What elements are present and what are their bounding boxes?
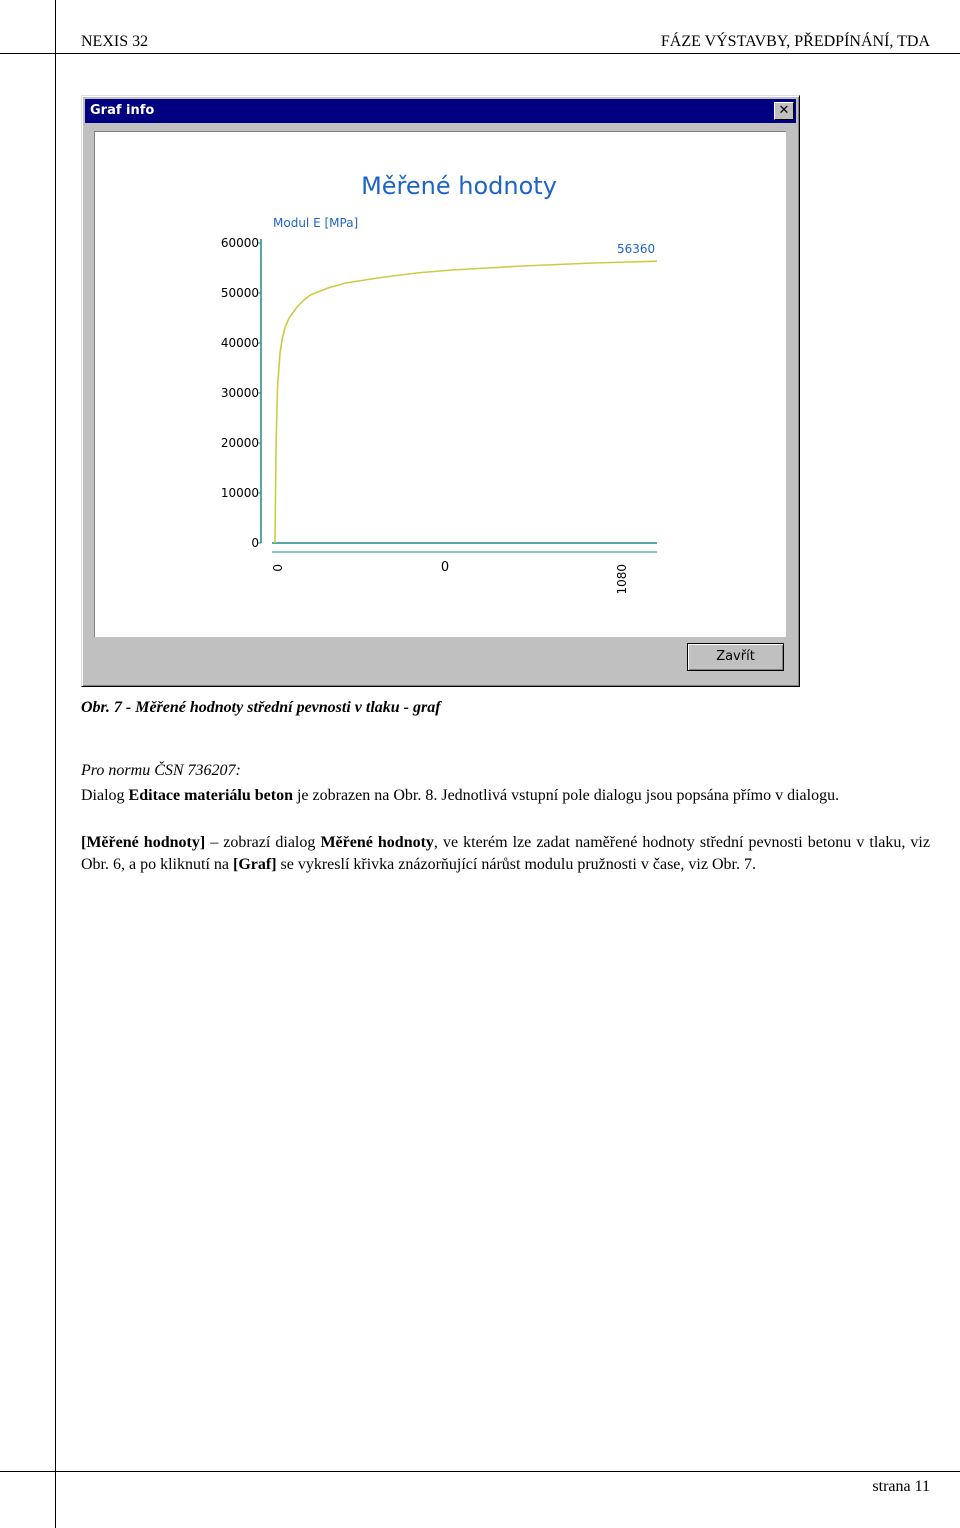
x-tick-end: 1080 [615, 564, 629, 595]
para1-t2: je zobrazen na Obr. 8. Jednotlivá vstupní pole dialogu jsou popsána přímo v dialogu. [292, 787, 840, 804]
x-tick-start: 0 [271, 564, 285, 572]
zavrit-button[interactable]: Zavřít [687, 643, 784, 671]
y-tick-label: 30000 [220, 386, 259, 400]
para2-t3: se vykreslí křivka znázorňující nárůst modulu pružnosti v čase, viz Obr. 7. [276, 856, 756, 873]
footer-rule [0, 1471, 960, 1472]
figure-caption: Obr. 7 - Měřené hodnoty střední pevnosti v tlaku - graf [81, 699, 441, 716]
y-tick-label: 60000 [220, 236, 259, 250]
chart-title: Měřené hodnoty [361, 172, 557, 200]
close-icon[interactable]: ✕ [774, 102, 794, 120]
y-tick-label: 0 [251, 536, 259, 550]
page-margin-line [55, 0, 56, 1528]
y-axis-label: Modul E [MPa] [273, 216, 359, 230]
header-rule [0, 53, 960, 54]
y-tick-label: 20000 [220, 436, 259, 450]
dialog-titlebar[interactable] [85, 99, 796, 123]
paragraph-dialog [81, 785, 930, 807]
header-left: NEXIS 32 [81, 33, 149, 50]
para1-b1: Editace materiálu beton [128, 787, 293, 804]
para1-t1: Dialog [81, 787, 129, 804]
header-right: FÁZE VÝSTAVBY, PŘEDPÍNÁNÍ, TDA [660, 33, 930, 50]
series-line [275, 261, 657, 543]
norm-heading: Pro normu ČSN 736207: [81, 762, 241, 779]
dialog-title: Graf info [90, 103, 155, 118]
x-tick-mid: 0 [440, 560, 450, 575]
para2-b2: Měřené hodnoty [320, 834, 434, 851]
para2-b1: [Měřené hodnoty] [81, 834, 206, 851]
paragraph-mereni [81, 832, 930, 876]
graf-info-dialog [81, 95, 800, 687]
para2-t2: , ve kterém lze zadat naměřené hodnoty střední pevnosti betonu v tlaku, viz Obr. 6, a po kliknutí na [81, 834, 930, 873]
chart [95, 132, 785, 636]
para2-b3: [Graf] [232, 856, 277, 873]
graph-area [94, 131, 786, 637]
y-tick-label: 50000 [220, 286, 259, 300]
y-tick-label: 10000 [220, 486, 259, 500]
page-number: strana 11 [872, 1478, 930, 1495]
para2-t1: – zobrazí dialog [205, 834, 321, 851]
end-value-label: 56360 [617, 242, 656, 256]
y-tick-label: 40000 [220, 336, 259, 350]
